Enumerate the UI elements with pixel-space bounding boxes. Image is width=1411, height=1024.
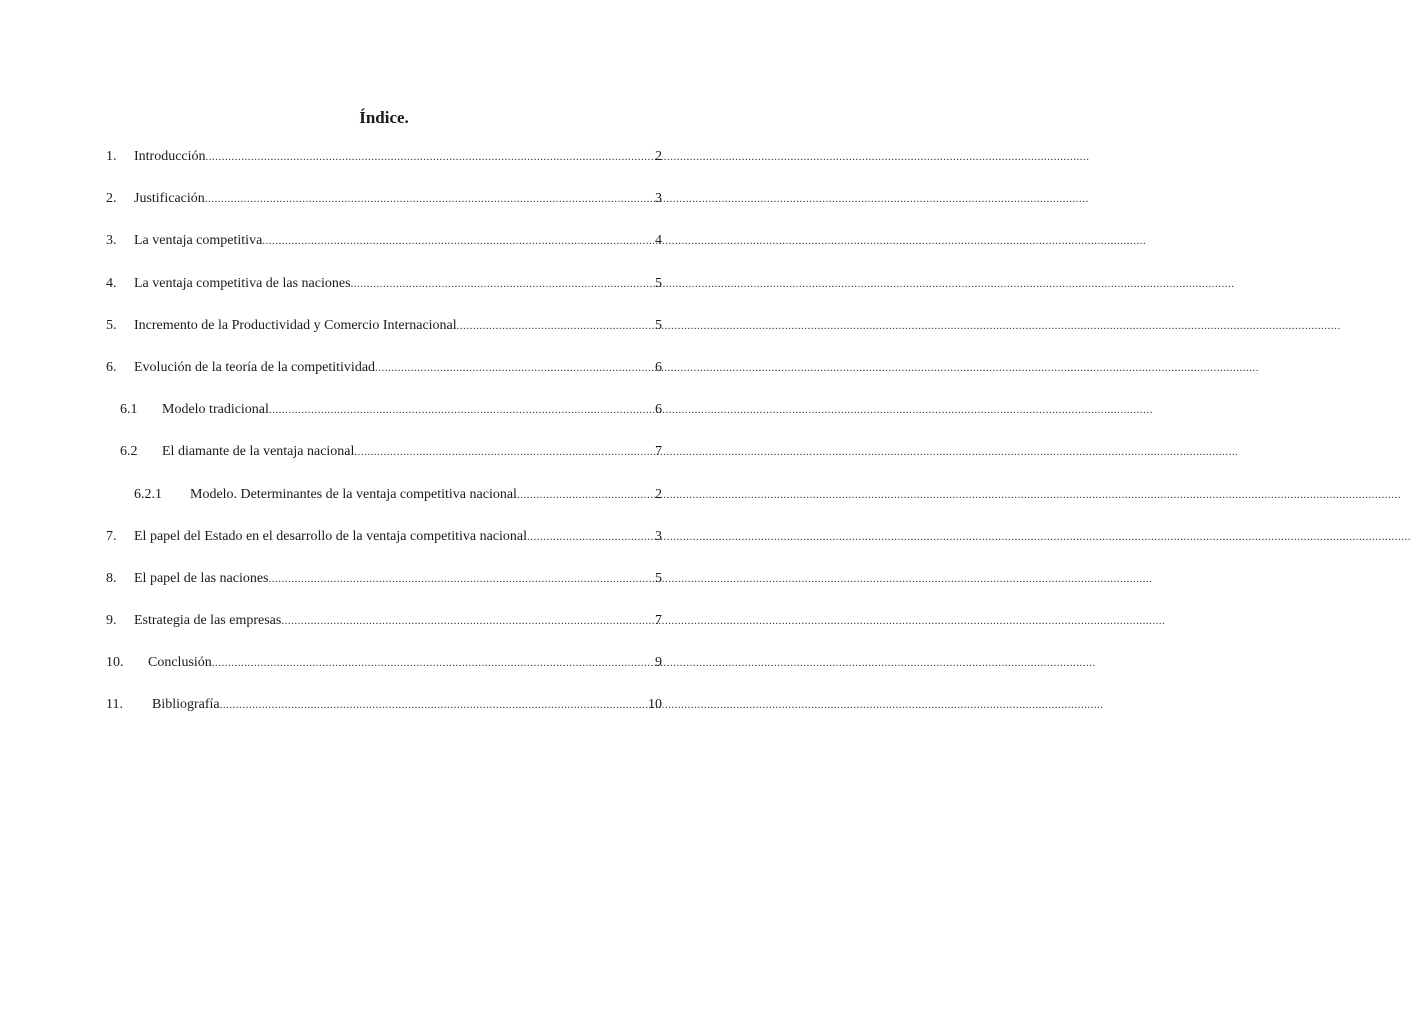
- toc-entry-6: [106, 357, 662, 399]
- toc-dot-leader: [205, 188, 655, 210]
- toc-entry-label: La ventaja competitiva de las naciones: [134, 275, 351, 291]
- toc-entry-6-1: [106, 399, 662, 441]
- toc-dot-leader: [281, 610, 655, 632]
- toc-dot-leader: [527, 526, 655, 548]
- toc-entry-number: 1.: [106, 149, 117, 164]
- toc-entry-page: 5: [655, 317, 662, 333]
- toc-entry-6-2-1: [106, 484, 662, 526]
- toc-entry-label: Introducción: [134, 149, 206, 164]
- toc-entry-page: 2: [655, 149, 662, 164]
- table-of-contents: [106, 146, 662, 737]
- toc-entry-page: 6: [655, 359, 662, 375]
- toc-entry-10: [106, 652, 662, 694]
- toc-entry-label: El papel del Estado en el desarrollo de la ventaja competitiva nacional: [134, 528, 528, 544]
- toc-entry-page: 7: [655, 444, 662, 460]
- toc-dot-leader: [262, 230, 655, 252]
- toc-dot-leader: [269, 399, 655, 421]
- toc-entry-number: 5.: [106, 317, 117, 333]
- toc-dot-leader: [354, 441, 655, 463]
- toc-entry-8: [106, 568, 662, 610]
- toc-entry-6-2: [106, 441, 662, 483]
- toc-entry-page: 3: [655, 191, 662, 207]
- toc-entry-1: [106, 146, 662, 188]
- toc-entry-page: 3: [655, 528, 662, 544]
- toc-dot-leader: [212, 652, 655, 674]
- toc-title: Índice.: [359, 108, 409, 127]
- toc-entry-number: 4.: [106, 275, 117, 291]
- toc-entry-page: 10: [648, 697, 662, 713]
- toc-entry-label: Modelo tradicional: [162, 402, 269, 418]
- toc-entry-label: El diamante de la ventaja nacional: [162, 444, 355, 460]
- toc-entry-7: [106, 526, 662, 568]
- toc-entry-number: 7.: [106, 528, 117, 544]
- toc-dot-leader: [206, 146, 655, 168]
- toc-dot-leader: [457, 315, 655, 337]
- toc-entry-number: 8.: [106, 570, 117, 586]
- toc-entry-number: 10.: [106, 655, 124, 671]
- toc-dot-leader: [220, 694, 648, 716]
- toc-entry-number: 6.2: [120, 444, 138, 460]
- toc-entry-number: 2.: [106, 191, 117, 207]
- toc-entry-number: 11.: [106, 697, 123, 713]
- toc-entry-label: La ventaja competitiva: [134, 233, 263, 249]
- toc-entry-2: [106, 188, 662, 230]
- toc-entry-label: Justificación: [134, 191, 205, 207]
- toc-entry-number: 6.: [106, 359, 117, 375]
- toc-entry-page: 9: [655, 655, 662, 671]
- toc-entry-page: 4: [655, 233, 662, 249]
- toc-entry-label: Incremento de la Productividad y Comercio Internacional: [134, 317, 457, 333]
- toc-entry-9: [106, 610, 662, 652]
- toc-entry-page: 5: [655, 275, 662, 291]
- toc-dot-leader: [517, 484, 655, 506]
- toc-entry-label: Bibliografía: [152, 697, 220, 713]
- toc-dot-leader: [375, 357, 655, 379]
- toc-entry-page: 6: [655, 402, 662, 418]
- toc-entry-page: 7: [655, 613, 662, 629]
- toc-entry-11: [106, 694, 662, 736]
- toc-entry-page: 5: [655, 570, 662, 586]
- toc-entry-number: 6.2.1: [134, 486, 162, 502]
- toc-entry-number: 3.: [106, 233, 117, 249]
- toc-entry-label: Estrategia de las empresas: [134, 613, 282, 629]
- toc-entry-5: [106, 315, 662, 357]
- toc-entry-3: [106, 230, 662, 272]
- toc-dot-leader: [269, 568, 655, 590]
- toc-entry-number: 9.: [106, 613, 117, 629]
- toc-entry-label: Evolución de la teoría de la competitividad: [134, 359, 376, 375]
- toc-entry-4: [106, 273, 662, 315]
- toc-entry-label: El papel de las naciones: [134, 570, 269, 586]
- toc-entry-label: Conclusión: [148, 655, 212, 671]
- toc-entry-label: Modelo. Determinantes de la ventaja competitiva nacional: [190, 486, 517, 502]
- toc-entry-number: 6.1: [120, 402, 138, 418]
- toc-dot-leader: [351, 273, 655, 295]
- toc-entry-page: 2: [655, 486, 662, 502]
